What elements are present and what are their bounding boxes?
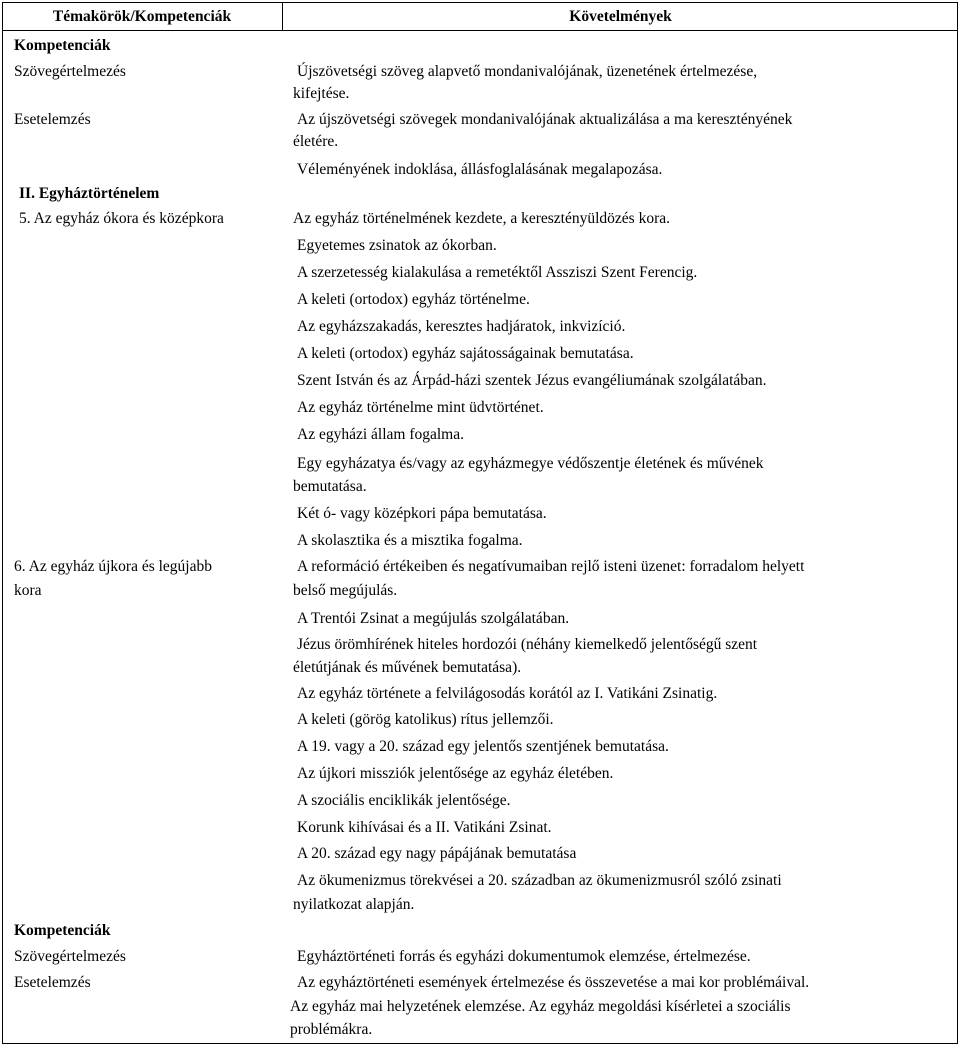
requirement-item: A szociális enciklikák jelentősége. [297, 792, 511, 809]
requirement-item: Az egyház történelme mint üdvtörténet. [297, 399, 544, 416]
header-requirements: Követelmények [569, 8, 672, 25]
case-analysis-label: Esetelemzés [14, 111, 91, 128]
case-analysis-label-2: Esetelemzés [14, 974, 91, 991]
requirement-item: Két ó- vagy középkori pápa bemutatása. [297, 505, 547, 522]
text-interpretation-label: Szövegértelmezés [14, 63, 126, 80]
requirement-item: Újszövetségi szöveg alapvető mondanivalójának, üzenetének értelmezése, [297, 63, 758, 80]
requirement-item: A 19. vagy a 20. század egy jelentős szentjének bemutatása. [297, 738, 669, 755]
requirement-item: kifejtése. [293, 85, 350, 102]
requirement-item: Az egyházi állam fogalma. [297, 426, 464, 443]
requirement-item: problémákra. [290, 1021, 373, 1038]
requirement-item: A keleti (görög katolikus) rítus jellemzői. [297, 711, 554, 728]
topic-6-label-line1: 6. Az egyház újkora és legújabb [14, 558, 212, 575]
requirement-item: A skolasztika és a misztika fogalma. [297, 532, 523, 549]
requirement-item: életére. [293, 133, 339, 150]
requirement-item: A keleti (ortodox) egyház történelme. [297, 291, 530, 308]
requirement-item: Egyháztörténeti forrás és egyházi dokumentumok elemzése, értelmezése. [297, 948, 751, 965]
requirement-item: nyilatkozat alapján. [293, 896, 415, 913]
requirement-item: A Trentói Zsinat a megújulás szolgálatában. [297, 610, 570, 627]
header-topics: Témakörök/Kompetenciák [52, 8, 232, 25]
requirement-item: Az újkori missziók jelentősége az egyház életében. [297, 765, 614, 782]
requirement-item: életútjának és művének bemutatása). [293, 659, 522, 676]
requirement-item: Véleményének indoklása, állásfoglalásának megalapozása. [297, 161, 663, 178]
requirement-item: A keleti (ortodox) egyház sajátosságainak bemutatása. [297, 345, 634, 362]
requirement-item: Szent István és az Árpád-házi szentek Jézus evangéliumának szolgálatában. [297, 372, 767, 389]
requirement-item: Az egyház mai helyzetének elemzése. Az egyház megoldási kísérletei a szociális [290, 998, 791, 1015]
requirement-item: belső megújulás. [293, 582, 398, 599]
requirement-item: Egyetemes zsinatok az ókorban. [297, 237, 497, 254]
competencies-heading-2: Kompetenciák [14, 922, 111, 939]
requirement-item: Az egyháztörténeti események értelmezése és összevetése a mai kor problémáival. [297, 974, 810, 991]
requirement-item: Az ökumenizmus törekvései a 20. században az ökumenizmusról szóló zsinati [297, 872, 782, 889]
section-church-history: II. Egyháztörténelem [19, 185, 160, 202]
topic-5-label: 5. Az egyház ókora és középkora [19, 210, 224, 227]
text-interpretation-label-2: Szövegértelmezés [14, 948, 126, 965]
requirement-item: Egy egyházatya és/vagy az egyházmegye védőszentje életének és művének [297, 455, 764, 472]
requirement-item: bemutatása. [293, 478, 367, 495]
requirement-item: Az egyház története a felvilágosodás korától az I. Vatikáni Zsinatig. [297, 685, 718, 702]
topic-6-label-line2: kora [14, 582, 42, 599]
requirement-item: Az újszövetségi szövegek mondanivalójának aktualizálása a ma keresztényének [297, 111, 793, 128]
requirement-item: Az egyház történelmének kezdete, a keresztényüldözés kora. [293, 210, 670, 227]
header-divider [2, 30, 958, 31]
requirement-item: A reformáció értékeiben és negatívumaiban rejlő isteni üzenet: forradalom helyett [297, 558, 805, 575]
competencies-heading: Kompetenciák [14, 37, 111, 54]
requirement-item: Jézus örömhírének hiteles hordozói (néhány kiemelkedő jelentőségű szent [297, 636, 758, 653]
requirement-item: A 20. század egy nagy pápájának bemutatása [297, 845, 577, 862]
requirement-item: Az egyházszakadás, keresztes hadjáratok, inkvizíció. [297, 318, 626, 335]
requirement-item: Korunk kihívásai és a II. Vatikáni Zsinat. [297, 819, 552, 836]
requirement-item: A szerzetesség kialakulása a remetéktől Assziszi Szent Ferencig. [297, 264, 698, 281]
